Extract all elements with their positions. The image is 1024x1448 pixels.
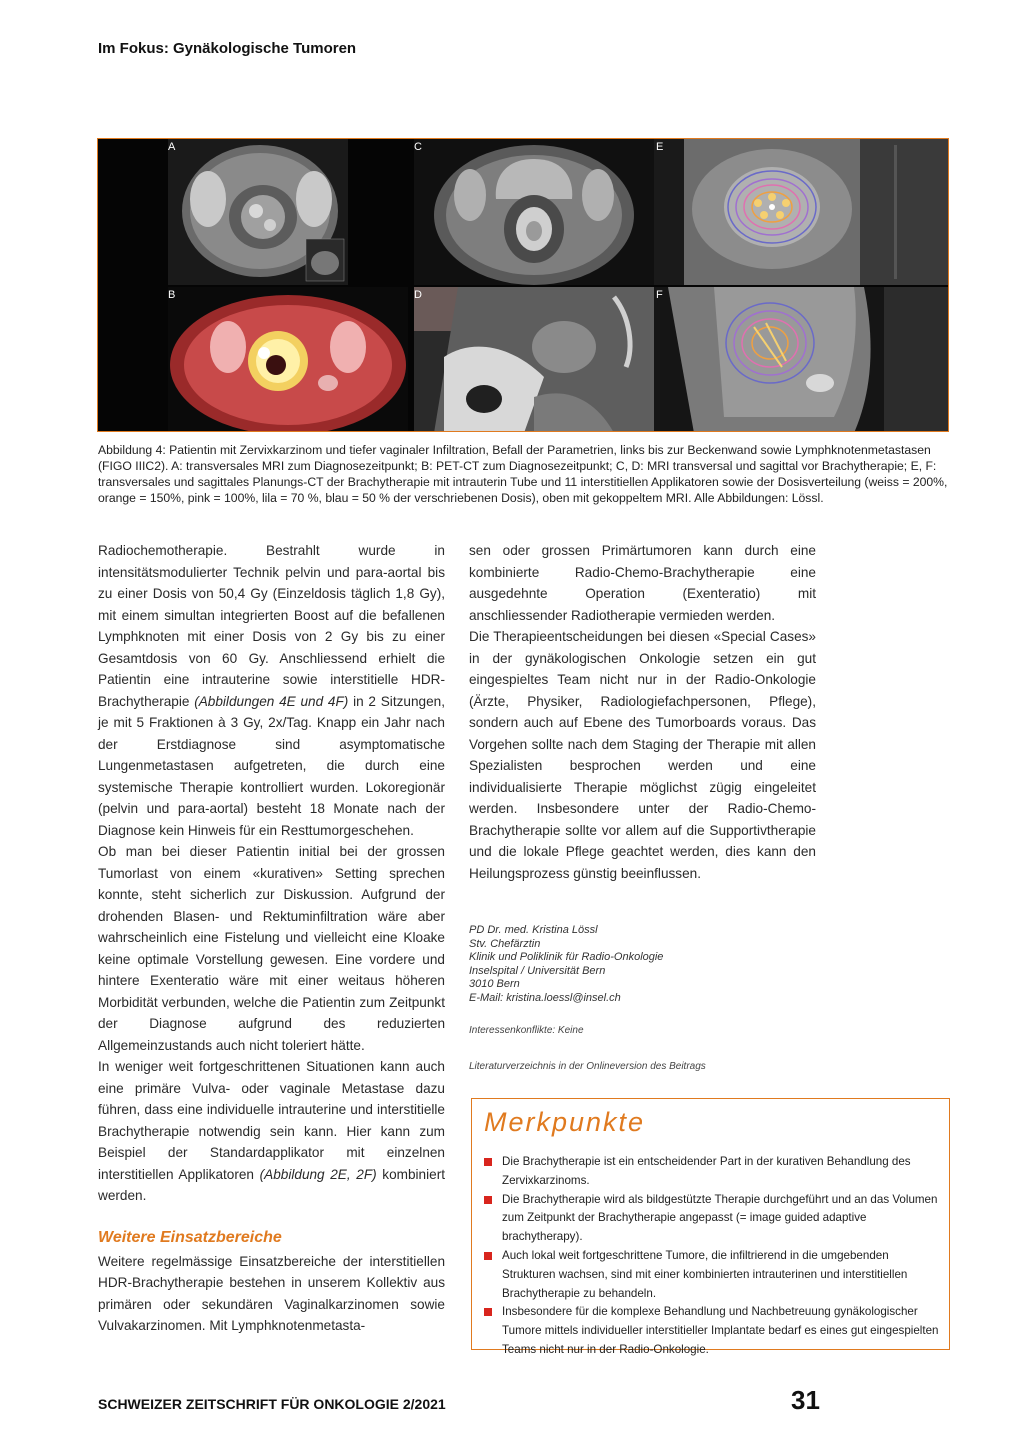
ct-image-e	[654, 139, 949, 285]
key-point-item	[484, 1153, 940, 1191]
page-number: 31	[791, 1385, 820, 1415]
panel-label-f: F	[656, 289, 663, 301]
ct-image-f	[654, 287, 949, 432]
author-email[interactable]: E-Mail: kristina.loessl@insel.ch	[469, 991, 621, 1004]
paragraph-5: sen oder grossen Primärtumoren kann durch eine kombinierte Radio-Chemo-Brachytherapie eine ausgedehnte Operation (Exenteratio) mit anschliessender Radiotherapie vermieden werden.	[469, 543, 816, 623]
key-points-box	[471, 1098, 950, 1356]
paragraph-4: Weitere regelmässige Einsatzbereiche der interstitiellen HDR-Brachytherapie bestehen in unserem Kollektiv aus primären oder sekundären Vaginalkarzinomen sowie Vulvakarzinomen. Mit Lymphknotenmetasta-	[98, 1253, 445, 1333]
paragraph-2: Ob man bei dieser Patientin initial bei der grossen Tumorlast von einem «kurativen» Setting sprechen konnte, steht sicherlich zur Diskussion. Aufgrund der drohenden Blasen- und Rektuminfiltration wäre aber wahrscheinlich eine Fistelung und vielleicht eine Kloake keine optimale Vorstellung gewesen. Eine vordere und hintere Exenteratio wäre mit einer weitaus höheren Morbidität verbunden, welche die Patientin zum Zeitpunkt der Diagnose aufgrund des reduzierten Allgemeinzustands auch nicht toleriert hätte.	[98, 844, 445, 1053]
conflict-of-interest-note: Interessenkonflikte: Keine	[469, 1025, 584, 1036]
pet-ct-image-b	[168, 287, 408, 432]
author-role: Stv. Chefärztin	[469, 937, 541, 950]
paragraph-1-text-b: in 2 Sitzungen, je mit 5 Fraktionen à 3 Gy, 2x/Tag. Knapp ein Jahr nach der Erstdiagnose sind asymptomatische Lungenmetastasen aufgetreten, die durch eine systemische Therapie kontrolliert wurden. Lokoregionär (pelvin und para-aortal) besteht 18 Monate nach der Diagnose kein Hinweis für ein Resttumorgeschehen.	[98, 693, 445, 838]
key-point-text: Die Brachytherapie ist ein entscheidender Part in der kurativen Behandlung des Zervixkarzinoms.	[502, 1155, 911, 1187]
panel-e-planning-ct-transversal	[654, 139, 949, 285]
panel-label-b: B	[168, 289, 176, 301]
mri-image-d	[414, 287, 654, 432]
paragraph-3-text-a: In weniger weit fortgeschrittenen Situationen kann auch eine primäre Vulva- oder vaginale Metastase dazu führen, dass eine individuelle intrauterine und interstitielle Brachytherapie notwendig sein kann. Hier kann zum Beispiel der Standardapplikator mit einzelnen interstitiellen Applikatoren	[98, 1059, 445, 1182]
panel-label-d: D	[414, 289, 422, 301]
key-point-text: Insbesondere für die komplexe Behandlung und Nachbetreuung gynäkologischer Tumore mittels individueller interstitieller Implantate bedarf es eines gut eingespielten Teams nicht nur in der Radio-Onkologie.	[502, 1305, 939, 1356]
paragraph-3	[98, 1056, 445, 1207]
author-block	[469, 924, 769, 1005]
panel-a-mri-transversal	[168, 139, 348, 285]
paragraph-6: Die Therapieentscheidungen bei diesen «Special Cases» in der gynäkologischen Onkologie setzen ein gut eingespieltes Team nicht nur in der Radio-Onkologie (Ärzte, Physiker, Radiologiefachpersonen, Pflege), sondern auch auf Ebene des Tumorboards voraus. Das Vorgehen sollte nach dem Staging der Therapie mit allen Spezialisten besprochen werden und eine individualisierte Therapie möglichst zügig eingeleitet werden. Insbesondere unter der Radio-Chemo-Brachytherapie sollte vor allem auf die Supportivtherapie und die lokale Pflege geachtet werden, dies kann den Heilungsprozess günstig beeinflussen.	[469, 629, 816, 881]
mri-image-c	[414, 139, 654, 285]
panel-c-mri-transversal	[414, 139, 654, 285]
caption-text: Patientin mit Zervixkarzinom und tiefer vaginaler Infiltration, Befall der Parametrien, links bis zur Beckenwand sowie Lymphknotenmetastasen (FIGO IIIC2). A: transversales MRI zum Diagnosezeitpunkt; B: PET-CT zum Diagnosezeitpunkt; C, D: MRI transversal und sagittal vor Brachytherapie; E, F: transversales und sagittales Planungs-CT der Brachytherapie mit intrauterin Tube und 11 interstitiellen Applikatoren sowie der Dosisverteilung (weiss = 200%, orange = 150%, pink = 100%, lila = 70 %, blau = 50 % der verschriebenen Dosis), oben mit gekoppeltem MRI. Alle Abbildungen: Lössl.	[98, 443, 948, 505]
panel-d-mri-sagittal	[414, 287, 654, 432]
author-hospital: Inselspital / Universität Bern	[469, 964, 606, 977]
literature-note: Literaturverzeichnis in der Onlineversion des Beitrags	[469, 1061, 706, 1072]
key-point-item	[484, 1247, 940, 1303]
key-points-list	[484, 1153, 940, 1360]
section-heading: Weitere Einsatzbereiche	[98, 1228, 282, 1246]
figure-4-image-grid	[97, 138, 949, 432]
panel-f-planning-ct-sagittal	[654, 287, 949, 432]
author-city: 3010 Bern	[469, 978, 520, 990]
square-bullet-icon	[484, 1308, 492, 1316]
text-column-right	[469, 540, 816, 884]
square-bullet-icon	[484, 1158, 492, 1166]
panel-label-e: E	[656, 141, 664, 153]
paragraph-3-text-b: kombiniert werden.	[98, 1166, 446, 1203]
key-points-title: Merkpunkte	[484, 1107, 646, 1137]
figure-reference-2e-2f: (Abbildung 2E, 2F)	[259, 1166, 377, 1182]
paragraph-1-text-a: Radiochemotherapie. Bestrahlt wurde in intensitätsmodulierter Technik pelvin und para-aortal bis zu einer Dosis von 50,4 Gy (Einzeldosis täglich 1,8 Gy), mit einem simultan integrierten Boost auf die befallenen Lymphknoten mit einer Dosis von 2 Gy bis zu einer Gesamtdosis von 60 Gy. Anschliessend erhielt die Patientin eine intrauterine sowie interstitielle HDR-Brachytherapie	[98, 543, 445, 709]
panel-label-c: C	[414, 141, 422, 153]
figure-reference-4e-4f: (Abbildungen 4E und 4F)	[194, 693, 349, 709]
text-column-left	[98, 540, 445, 1337]
key-point-text: Auch lokal weit fortgeschrittene Tumore, die infiltrierend in die umgebenden Strukturen wachsen, sind mit einer kombinierten intrauterinen und interstitiellen Brachytherapie zu behandeln.	[502, 1248, 908, 1300]
figure-caption	[98, 442, 950, 506]
paragraph-1	[98, 540, 445, 841]
mri-image-a	[168, 139, 348, 285]
key-point-item	[484, 1303, 940, 1359]
caption-lead: Abbildung 4:	[98, 443, 166, 457]
square-bullet-icon	[484, 1252, 492, 1260]
author-clinic: Klinik und Poliklinik für Radio-Onkologie	[469, 951, 664, 963]
panel-label-a: A	[168, 141, 176, 153]
key-point-text: Die Brachytherapie wird als bildgestützte Therapie durchgeführt und an das Volumen zum Zeitpunkt der Brachytherapie angepasst (= image guided adaptive brachytherapy).	[502, 1192, 938, 1244]
running-header: Im Fokus: Gynäkologische Tumoren	[98, 40, 357, 57]
panel-b-pet-ct	[168, 287, 408, 432]
square-bullet-icon	[484, 1196, 492, 1204]
journal-footer: SCHWEIZER ZEITSCHRIFT FÜR ONKOLOGIE 2/2021	[98, 1396, 446, 1412]
key-point-item	[484, 1191, 940, 1247]
author-name: PD Dr. med. Kristina Lössl	[469, 924, 598, 936]
